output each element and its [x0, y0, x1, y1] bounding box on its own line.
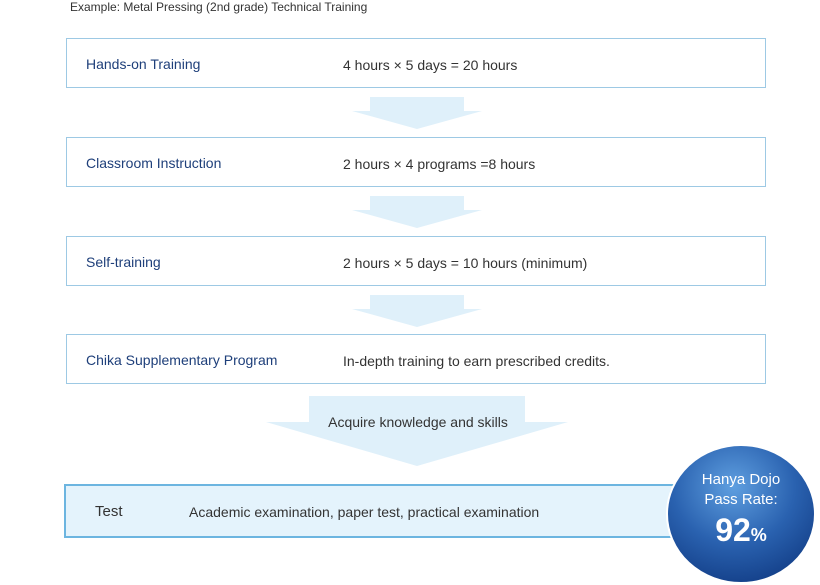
step-description: 2 hours × 5 days = 10 hours (minimum) [343, 255, 588, 271]
down-arrow-1 [352, 97, 482, 129]
diagram-caption: Example: Metal Pressing (2nd grade) Technical Training [70, 0, 368, 14]
badge-unit: % [750, 525, 767, 545]
step-self-training [66, 236, 766, 286]
test-name: Test [95, 503, 123, 520]
large-down-arrow [266, 396, 568, 466]
step-name: Chika Supplementary Program [86, 352, 278, 368]
step-description: In-depth training to earn prescribed credits. [343, 353, 610, 369]
step-name: Self-training [86, 254, 161, 270]
step-description: 4 hours × 5 days = 20 hours [343, 57, 518, 73]
step-chika-supplementary-program [66, 334, 766, 384]
pass-rate-text [666, 444, 816, 584]
step-name: Hands-on Training [86, 56, 201, 72]
test-box [64, 484, 704, 538]
acquire-knowledge-label: Acquire knowledge and skills [328, 414, 508, 430]
test-description: Academic examination, paper test, practical examination [189, 504, 540, 520]
step-hands-on-training [66, 38, 766, 88]
step-classroom-instruction [66, 137, 766, 187]
down-arrow-2 [352, 196, 482, 228]
badge-title: Hanya Dojo [701, 471, 781, 488]
down-arrow-3 [352, 295, 482, 327]
step-description: 2 hours × 4 programs =8 hours [343, 156, 536, 172]
badge-subtitle: Pass Rate: [704, 491, 778, 508]
badge-value: 92 [715, 512, 751, 548]
step-name: Classroom Instruction [86, 155, 222, 171]
badge-percentage [666, 512, 816, 549]
